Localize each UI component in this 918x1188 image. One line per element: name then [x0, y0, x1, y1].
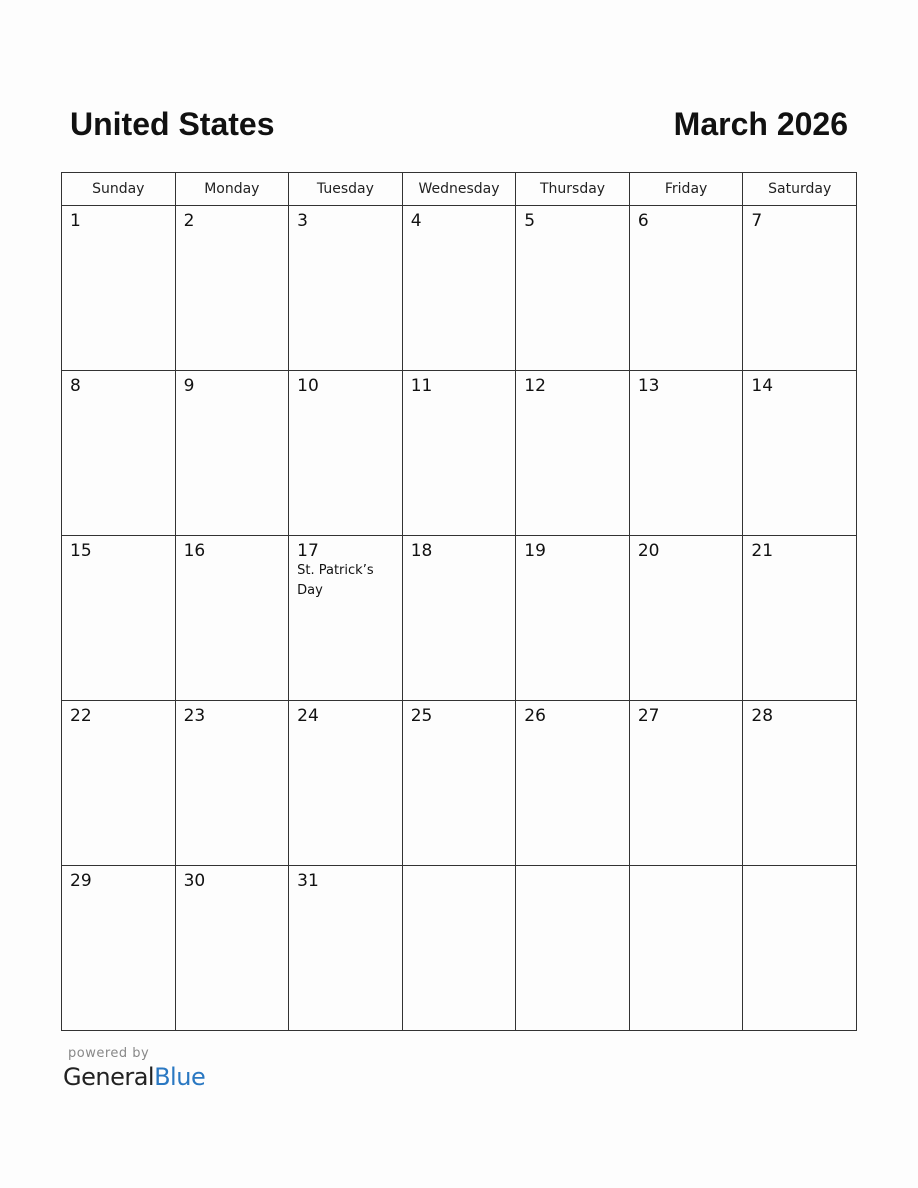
- day-cell: [402, 536, 516, 701]
- day-cell: [629, 536, 743, 701]
- day-number: 6: [637, 211, 649, 231]
- day-number: 1: [70, 211, 81, 231]
- day-cell-empty: [629, 866, 743, 1031]
- day-number: 19: [524, 541, 546, 561]
- weekday-monday: Monday: [175, 173, 289, 206]
- day-cell: [516, 371, 630, 536]
- day-cell: [629, 371, 743, 536]
- day-cell: [743, 536, 857, 701]
- day-number: [403, 866, 516, 871]
- weekday-sunday: Sunday: [62, 173, 176, 206]
- holiday-label: St. Patrick’s Day: [297, 563, 374, 598]
- day-cell: [175, 371, 289, 536]
- day-number: 28: [751, 706, 774, 726]
- day-number: 20: [637, 541, 660, 561]
- weekday-friday: Friday: [629, 173, 743, 206]
- day-number: 27: [637, 706, 660, 726]
- day-number: 3: [297, 211, 308, 231]
- day-cell-empty: [743, 866, 857, 1031]
- generalblue-logo[interactable]: [63, 1062, 205, 1092]
- day-number: 14: [751, 376, 774, 396]
- day-cell-empty: [516, 866, 630, 1031]
- day-number: 30: [183, 871, 206, 891]
- day-cell: [62, 371, 176, 536]
- logo-text-general: General: [63, 1063, 155, 1091]
- week-row: [62, 701, 857, 866]
- day-number: 26: [524, 706, 546, 726]
- day-number: 12: [524, 376, 546, 396]
- week-row: [62, 371, 857, 536]
- day-cell: [629, 701, 743, 866]
- weekday-wednesday: Wednesday: [402, 173, 516, 206]
- day-number: 17: [297, 541, 319, 561]
- day-cell: [62, 206, 176, 371]
- country-title: United States: [70, 106, 275, 142]
- powered-by-label: powered by: [68, 1046, 150, 1061]
- day-number: 2: [183, 211, 195, 231]
- day-cell: [289, 371, 403, 536]
- day-cell: [289, 206, 403, 371]
- day-number: 29: [70, 871, 92, 891]
- week-row: [62, 536, 857, 701]
- day-cell: [743, 701, 857, 866]
- day-number: [630, 866, 743, 871]
- day-cell: [402, 206, 516, 371]
- day-cell: [62, 701, 176, 866]
- day-cell: [175, 536, 289, 701]
- day-number: 7: [751, 211, 763, 231]
- day-cell: [289, 701, 403, 866]
- day-number: 5: [524, 211, 536, 231]
- day-number: 15: [70, 541, 92, 561]
- day-cell: [62, 536, 176, 701]
- day-cell: [175, 206, 289, 371]
- day-cell-holiday: [289, 536, 403, 701]
- day-cell: [289, 866, 403, 1031]
- day-cell: [175, 866, 289, 1031]
- day-cell: [629, 206, 743, 371]
- day-number: [516, 866, 629, 871]
- day-number: 16: [183, 541, 206, 561]
- day-number: 22: [70, 706, 92, 726]
- day-cell: [402, 371, 516, 536]
- logo-text-blue: Blue: [154, 1063, 206, 1091]
- month-title: March 2026: [673, 106, 848, 142]
- day-number: [743, 866, 856, 871]
- day-cell: [175, 701, 289, 866]
- day-number: 25: [410, 706, 433, 726]
- day-number: 10: [297, 376, 319, 396]
- weekday-tuesday: Tuesday: [289, 173, 403, 206]
- week-row: [62, 866, 857, 1031]
- day-number: 9: [183, 376, 195, 396]
- weekday-saturday: Saturday: [743, 173, 857, 206]
- day-cell: [743, 371, 857, 536]
- weekday-header-row: [62, 173, 857, 206]
- calendar-grid: [61, 172, 857, 1031]
- day-cell: [402, 701, 516, 866]
- day-number: 31: [297, 871, 319, 891]
- day-number: 13: [637, 376, 660, 396]
- day-cell: [516, 206, 630, 371]
- day-number: 11: [410, 376, 433, 396]
- weekday-thursday: Thursday: [516, 173, 630, 206]
- day-cell: [516, 536, 630, 701]
- day-number: 8: [70, 376, 81, 396]
- day-cell: [516, 701, 630, 866]
- day-number: 21: [751, 541, 774, 561]
- day-number: 4: [410, 211, 422, 231]
- day-number: 18: [410, 541, 433, 561]
- week-row: [62, 206, 857, 371]
- day-cell-empty: [402, 866, 516, 1031]
- day-cell: [743, 206, 857, 371]
- day-number: 23: [183, 706, 206, 726]
- day-cell: [62, 866, 176, 1031]
- day-number: 24: [297, 706, 319, 726]
